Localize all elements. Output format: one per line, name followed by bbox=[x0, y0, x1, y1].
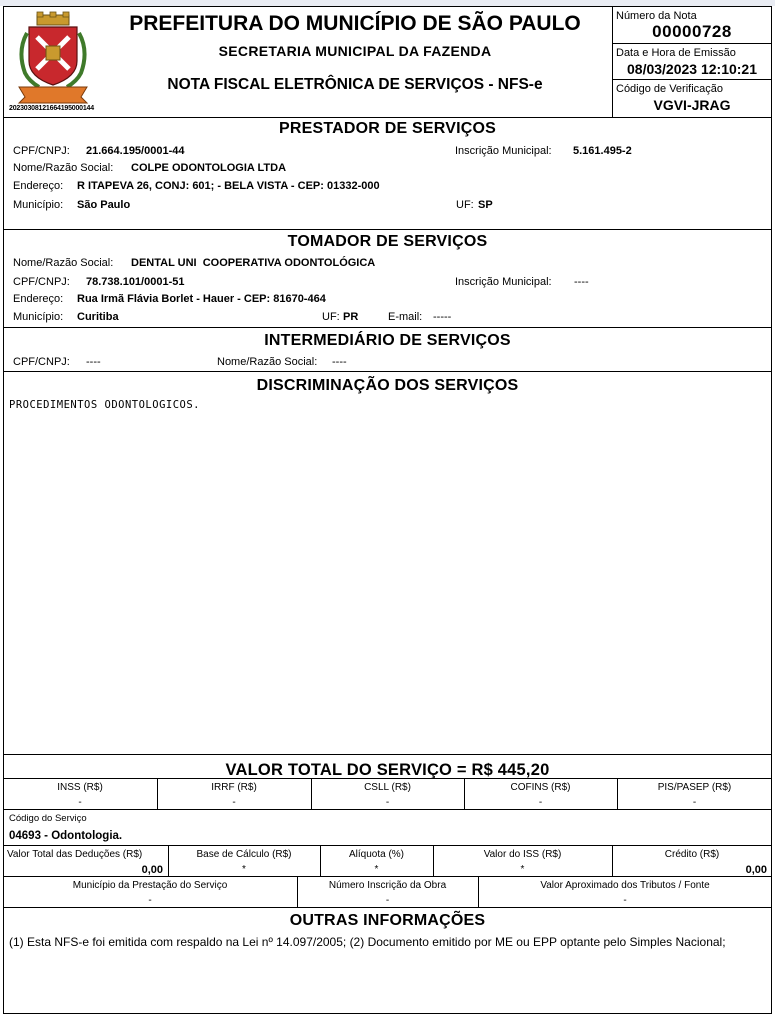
client-uf-value: PR bbox=[343, 311, 359, 323]
calc-credit-value: 0,00 bbox=[745, 864, 767, 876]
issuer-subtitle: SECRETARIA MUNICIPAL DA FAZENDA bbox=[218, 43, 492, 59]
intermediary-section-title: INTERMEDIÁRIO DE SERVIÇOS bbox=[264, 332, 511, 349]
client-cnpj-value: 78.738.101/0001-51 bbox=[86, 276, 185, 288]
verification-code-value: VGVI-JRAG bbox=[653, 97, 731, 113]
work-registration-label: Número Inscrição da Obra bbox=[328, 880, 447, 891]
provider-cnpj-value: 21.664.195/0001-44 bbox=[86, 145, 185, 157]
intermediary-cnpj-label: CPF/CNPJ: bbox=[13, 356, 70, 368]
client-im-value: ---- bbox=[574, 276, 589, 288]
calc-bottom-rule bbox=[3, 876, 772, 877]
client-city-label: Município: bbox=[13, 311, 64, 323]
intermediary-bottom-rule bbox=[3, 371, 772, 372]
issue-datetime-value: 08/03/2023 12:10:21 bbox=[627, 61, 757, 77]
services-bottom-rule bbox=[3, 754, 772, 755]
client-cnpj-label: CPF/CNPJ: bbox=[13, 276, 70, 288]
provider-uf-label: UF: bbox=[456, 199, 474, 211]
invoice-number-value: 00000728 bbox=[652, 22, 732, 41]
calc-base-value: * bbox=[242, 864, 246, 875]
tax-inss-value: - bbox=[78, 797, 82, 808]
header-bottom-rule bbox=[3, 117, 772, 118]
calc-base-label: Base de Cálculo (R$) bbox=[196, 849, 292, 860]
provider-im-value: 5.161.495-2 bbox=[573, 145, 632, 157]
location-bottom-rule bbox=[3, 907, 772, 908]
client-address-value: Rua Irmã Flávia Borlet - Hauer - CEP: 81670-464 bbox=[77, 293, 326, 305]
provider-section-title: PRESTADOR DE SERVIÇOS bbox=[279, 120, 496, 137]
work-registration-value: - bbox=[385, 895, 390, 906]
service-code-value: 04693 - Odontologia. bbox=[9, 830, 123, 842]
calc-iss-value: * bbox=[520, 864, 525, 875]
tax-inss-label: INSS (R$) bbox=[57, 782, 103, 793]
client-name-value: DENTAL UNI COOPERATIVA ODONTOLÓGICA bbox=[131, 257, 376, 269]
provider-address-label: Endereço: bbox=[13, 180, 64, 192]
service-city-value: - bbox=[148, 895, 152, 906]
tax-irrf-value: - bbox=[232, 797, 236, 808]
header-box-divider bbox=[612, 6, 613, 117]
intermediary-name-value: ---- bbox=[332, 356, 347, 368]
provider-name-label: Nome/Razão Social: bbox=[13, 162, 114, 174]
calc-rate-value: * bbox=[374, 864, 379, 875]
tax-bottom-rule bbox=[3, 809, 772, 810]
header-box-sep-1 bbox=[612, 43, 772, 44]
provider-im-label: Inscrição Municipal: bbox=[455, 145, 552, 157]
verification-code-label: Código de Verificação bbox=[616, 83, 724, 95]
approx-taxes-label: Valor Aproximado dos Tributos / Fonte bbox=[540, 880, 710, 891]
other-info-text: (1) Esta NFS-e foi emitida com respaldo na Lei nº 14.097/2005; (2) Documento emitido por ME ou EPP optante pelo Simples Nacional; bbox=[9, 935, 726, 949]
calc-credit-label: Crédito (R$) bbox=[664, 849, 720, 860]
intermediary-cnpj-value: ---- bbox=[86, 356, 101, 368]
client-email-label: E-mail: bbox=[388, 311, 423, 323]
service-city-label: Município da Prestação do Serviço bbox=[72, 880, 228, 891]
invoice-number-label: Número da Nota bbox=[616, 10, 697, 22]
calc-deductions-label: Valor Total das Deduções (R$) bbox=[7, 849, 143, 860]
tax-pis-value: - bbox=[692, 797, 697, 808]
client-im-label: Inscrição Municipal: bbox=[455, 276, 552, 288]
calc-rate-label: Alíquota (%) bbox=[348, 849, 405, 860]
tax-cofins-value: - bbox=[538, 797, 543, 808]
provider-city-value: São Paulo bbox=[77, 199, 131, 211]
issuer-title: PREFEITURA DO MUNICÍPIO DE SÃO PAULO bbox=[129, 12, 581, 35]
client-uf-label: UF: bbox=[322, 311, 340, 323]
provider-name-value: COLPE ODONTOLOGIA LTDA bbox=[131, 162, 287, 174]
sao-paulo-coat-of-arms-icon bbox=[15, 11, 91, 105]
intermediary-name-label: Nome/Razão Social: bbox=[217, 356, 318, 368]
client-name-label: Nome/Razão Social: bbox=[13, 257, 114, 269]
issue-datetime-label: Data e Hora de Emissão bbox=[616, 47, 736, 59]
other-info-title: OUTRAS INFORMAÇÕES bbox=[289, 912, 486, 929]
tax-irrf-label: IRRF (R$) bbox=[211, 782, 257, 793]
client-email-value: ----- bbox=[433, 311, 452, 323]
calc-iss-label: Valor do ISS (R$) bbox=[483, 849, 562, 860]
provider-city-label: Município: bbox=[13, 199, 64, 211]
services-description-title: DISCRIMINAÇÃO DOS SERVIÇOS bbox=[256, 377, 519, 394]
provider-cnpj-label: CPF/CNPJ: bbox=[13, 145, 70, 157]
client-section-title: TOMADOR DE SERVIÇOS bbox=[287, 233, 488, 250]
header-box-sep-2 bbox=[612, 79, 772, 80]
service-code-bottom-rule bbox=[3, 845, 772, 846]
tax-cofins-label: COFINS (R$) bbox=[510, 782, 571, 793]
provider-bottom-rule bbox=[3, 229, 772, 230]
document-frame bbox=[3, 6, 772, 1014]
client-city-value: Curitiba bbox=[77, 311, 119, 323]
barcode-number: 20230308121664195000144 bbox=[9, 105, 94, 112]
total-value-line: VALOR TOTAL DO SERVIÇO = R$ 445,20 bbox=[225, 761, 550, 779]
document-title: NOTA FISCAL ELETRÔNICA DE SERVIÇOS - NFS-e bbox=[167, 76, 543, 93]
client-bottom-rule bbox=[3, 327, 772, 328]
services-description-text: PROCEDIMENTOS ODONTOLOGICOS. bbox=[9, 399, 201, 411]
service-code-label: Código do Serviço bbox=[9, 813, 87, 824]
provider-uf-value: SP bbox=[478, 199, 493, 211]
tax-pis-label: PIS/PASEP (R$) bbox=[657, 782, 732, 793]
provider-address-value: R ITAPEVA 26, CONJ: 601; - BELA VISTA - CEP: 01332-000 bbox=[77, 180, 380, 192]
tax-csll-value: - bbox=[385, 797, 390, 808]
total-bottom-rule bbox=[3, 778, 772, 779]
tax-csll-label: CSLL (R$) bbox=[364, 782, 411, 793]
client-address-label: Endereço: bbox=[13, 293, 64, 305]
calc-deductions-value: 0,00 bbox=[141, 864, 163, 876]
approx-taxes-value: - bbox=[623, 895, 627, 906]
